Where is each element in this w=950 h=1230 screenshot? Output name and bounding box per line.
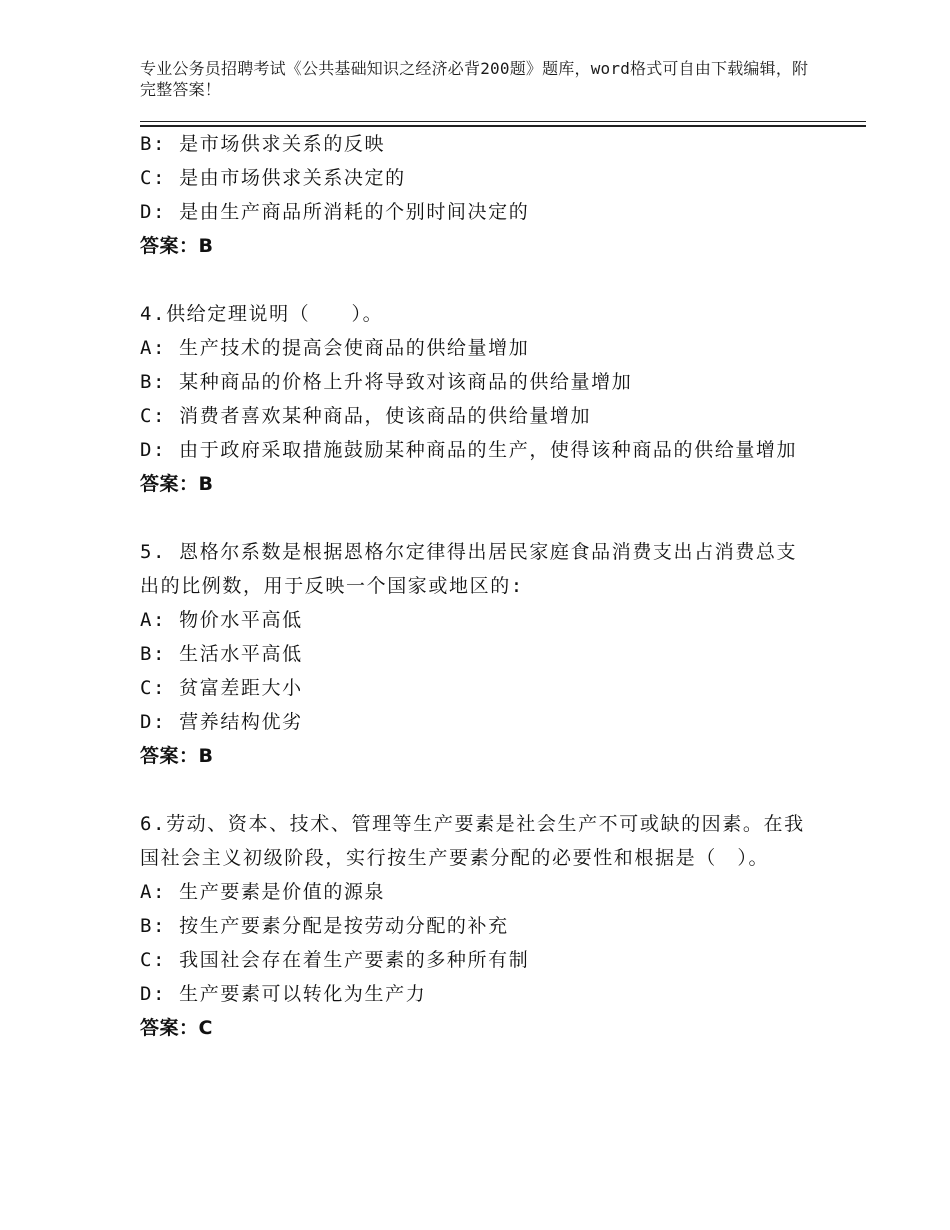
question-3-fragment bbox=[140, 127, 810, 263]
question-6 bbox=[140, 807, 810, 1045]
answer: 答案：C bbox=[140, 1017, 213, 1039]
page-header bbox=[140, 58, 820, 100]
option-d: D: 营养结构优劣 bbox=[140, 711, 303, 733]
question-stem: 4.供给定理说明（ ）。 bbox=[140, 303, 384, 325]
option-d: D: 是由生产商品所消耗的个别时间决定的 bbox=[140, 201, 530, 223]
question-stem: 6.劳动、资本、技术、管理等生产要素是社会生产不可或缺的因素。在我国社会主义初级阶段，实行按生产要素分配的必要性和根据是（ ）。 bbox=[140, 813, 805, 869]
option-b: B: 某种商品的价格上升将导致对该商品的供给量增加 bbox=[140, 371, 633, 393]
option-b: B: 是市场供求关系的反映 bbox=[140, 133, 386, 155]
option-d: D: 生产要素可以转化为生产力 bbox=[140, 983, 427, 1005]
option-c: C: 是由市场供求关系决定的 bbox=[140, 167, 406, 189]
option-b: B: 生活水平高低 bbox=[140, 643, 303, 665]
header-text: 专业公务员招聘考试《公共基础知识之经济必背200题》题库，word格式可自由下载编辑，附完整答案！ bbox=[140, 59, 809, 99]
question-5 bbox=[140, 535, 810, 773]
option-c: C: 我国社会存在着生产要素的多种所有制 bbox=[140, 949, 530, 971]
question-content bbox=[140, 127, 810, 1045]
option-a: A: 生产要素是价值的源泉 bbox=[140, 881, 386, 903]
option-c: C: 消费者喜欢某种商品，使该商品的供给量增加 bbox=[140, 405, 592, 427]
option-b: B: 按生产要素分配是按劳动分配的补充 bbox=[140, 915, 509, 937]
question-4 bbox=[140, 297, 810, 501]
option-d: D: 由于政府采取措施鼓励某种商品的生产，使得该种商品的供给量增加 bbox=[140, 439, 798, 461]
option-c: C: 贫富差距大小 bbox=[140, 677, 303, 699]
answer: 答案：B bbox=[140, 745, 214, 767]
answer: 答案：B bbox=[140, 473, 214, 495]
question-stem: 5. 恩格尔系数是根据恩格尔定律得出居民家庭食品消费支出占消费总支出的比例数，用于反映一个国家或地区的: bbox=[140, 541, 798, 597]
option-a: A: 生产技术的提高会使商品的供给量增加 bbox=[140, 337, 530, 359]
option-a: A: 物价水平高低 bbox=[140, 609, 303, 631]
answer: 答案：B bbox=[140, 235, 214, 257]
header-rule-thin bbox=[140, 121, 866, 122]
